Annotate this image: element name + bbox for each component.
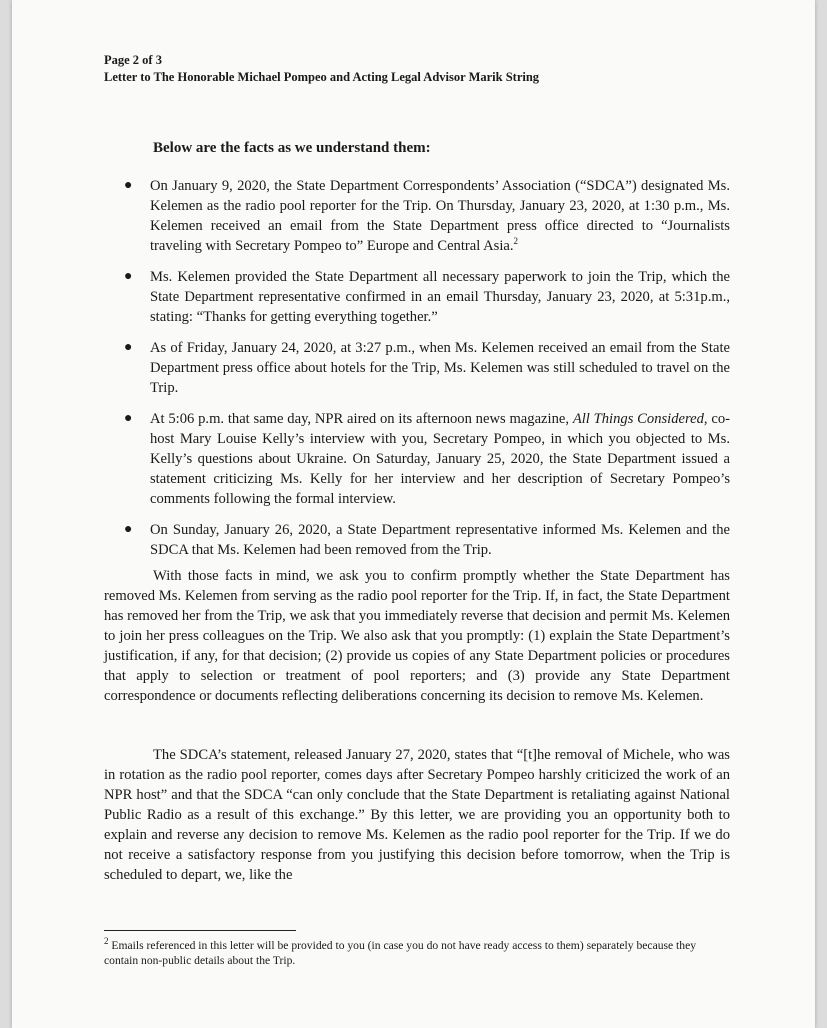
fact-item <box>122 520 730 560</box>
bullet-icon: ● <box>124 522 133 537</box>
bullet-icon: ● <box>124 178 133 193</box>
fact-item <box>122 409 730 509</box>
footnote-divider <box>104 930 296 931</box>
letter-page <box>12 0 815 1028</box>
footnote-ref[interactable]: 2 <box>513 236 519 247</box>
fact-text: On January 9, 2020, the State Department Correspondents’ Association (“SDCA”) designated Ms. Kelemen as the radio pool reporter for the Trip. On Thursday, January 23, 2020, at 1:30 p.m., Ms. Kelemen received an email from the State Department press office directed to “Journalists traveling with Secretary Pompeo to” Europe and Central Asia. <box>150 178 730 254</box>
fact-text: , co-host Mary Louise Kelly’s interview with you, Secretary Pompeo, in which you objected to Ms. Kelly’s questions about Ukraine. On Saturday, January 25, 2020, the State Department issued a statement criticizing Ms. Kelly for her interview and her description of Secretary Pompeo’s comments following the formal interview. <box>150 411 730 507</box>
bullet-icon: ● <box>124 411 133 426</box>
page-header <box>104 52 539 86</box>
bullet-icon: ● <box>124 269 133 284</box>
fact-text: As of Friday, January 24, 2020, at 3:27 p.m., when Ms. Kelemen received an email from the State Department press office about hotels for the Trip, Ms. Kelemen was still scheduled to travel on the Trip. <box>150 340 730 396</box>
bullet-icon: ● <box>124 340 133 355</box>
show-title-cont: Considered <box>637 411 704 427</box>
footnote-text: Emails referenced in this letter will be provided to you (in case you do not have ready access to them) separately because they contain non-public details about the Trip. <box>104 939 697 967</box>
facts-list <box>122 176 730 571</box>
fact-item <box>122 176 730 256</box>
fact-item <box>122 267 730 327</box>
show-title: All Things <box>572 411 634 427</box>
footnote <box>104 938 716 968</box>
facts-intro: Below are the facts as we understand them: <box>153 140 431 156</box>
fact-text: Ms. Kelemen provided the State Department all necessary paperwork to join the Trip, which the State Department representative confirmed in an email Thursday, January 23, 2020, at 5:31p.m., stating: “Thanks for getting everything together.” <box>150 269 730 325</box>
page-number: Page 2 of 3 <box>104 53 162 67</box>
letter-recipient-line: Letter to The Honorable Michael Pompeo and Acting Legal Advisor Marik String <box>104 70 540 84</box>
fact-text: On Sunday, January 26, 2020, a State Department representative informed Ms. Kelemen and the SDCA that Ms. Kelemen had been removed from the Trip. <box>150 522 730 558</box>
footnote-mark: 2 <box>104 936 109 947</box>
fact-text-lead: At 5:06 p.m. that same day, NPR aired on its afternoon news magazine, <box>150 411 573 427</box>
fact-item <box>122 338 730 398</box>
body-paragraph: With those facts in mind, we ask you to confirm promptly whether the State Department has removed Ms. Kelemen from serving as the radio pool reporter for the Trip. If, in fact, the State Department has removed her from the Trip, we ask that you immediately reverse that decision and permit Ms. Kelemen to join her press colleagues on the Trip. We also ask that you promptly: (1) explain the State Department’s justification, if any, for that decision; (2) provide us copies of any State Department policies or procedures that apply to selection or treatment of pool reporters; and (3) provide any State Department correspondence or documents reflecting deliberations concerning its decision to remove Ms. Kelemen. <box>104 568 730 704</box>
body-paragraph: The SDCA’s statement, released January 27, 2020, states that “[t]he removal of Michele, who was in rotation as the radio pool reporter, comes days after Secretary Pompeo harshly criticized the work of an NPR host” and that the SDCA “can only conclude that the State Department is retaliating against National Public Radio as a result of this exchange.” By this letter, we are providing you an opportunity both to explain and reverse any decision to remove Ms. Kelemen as the radio pool reporter for the Trip. If we do not receive a satisfactory response from you justifying this decision before tomorrow, when the Trip is scheduled to depart, we, like the <box>104 747 730 883</box>
